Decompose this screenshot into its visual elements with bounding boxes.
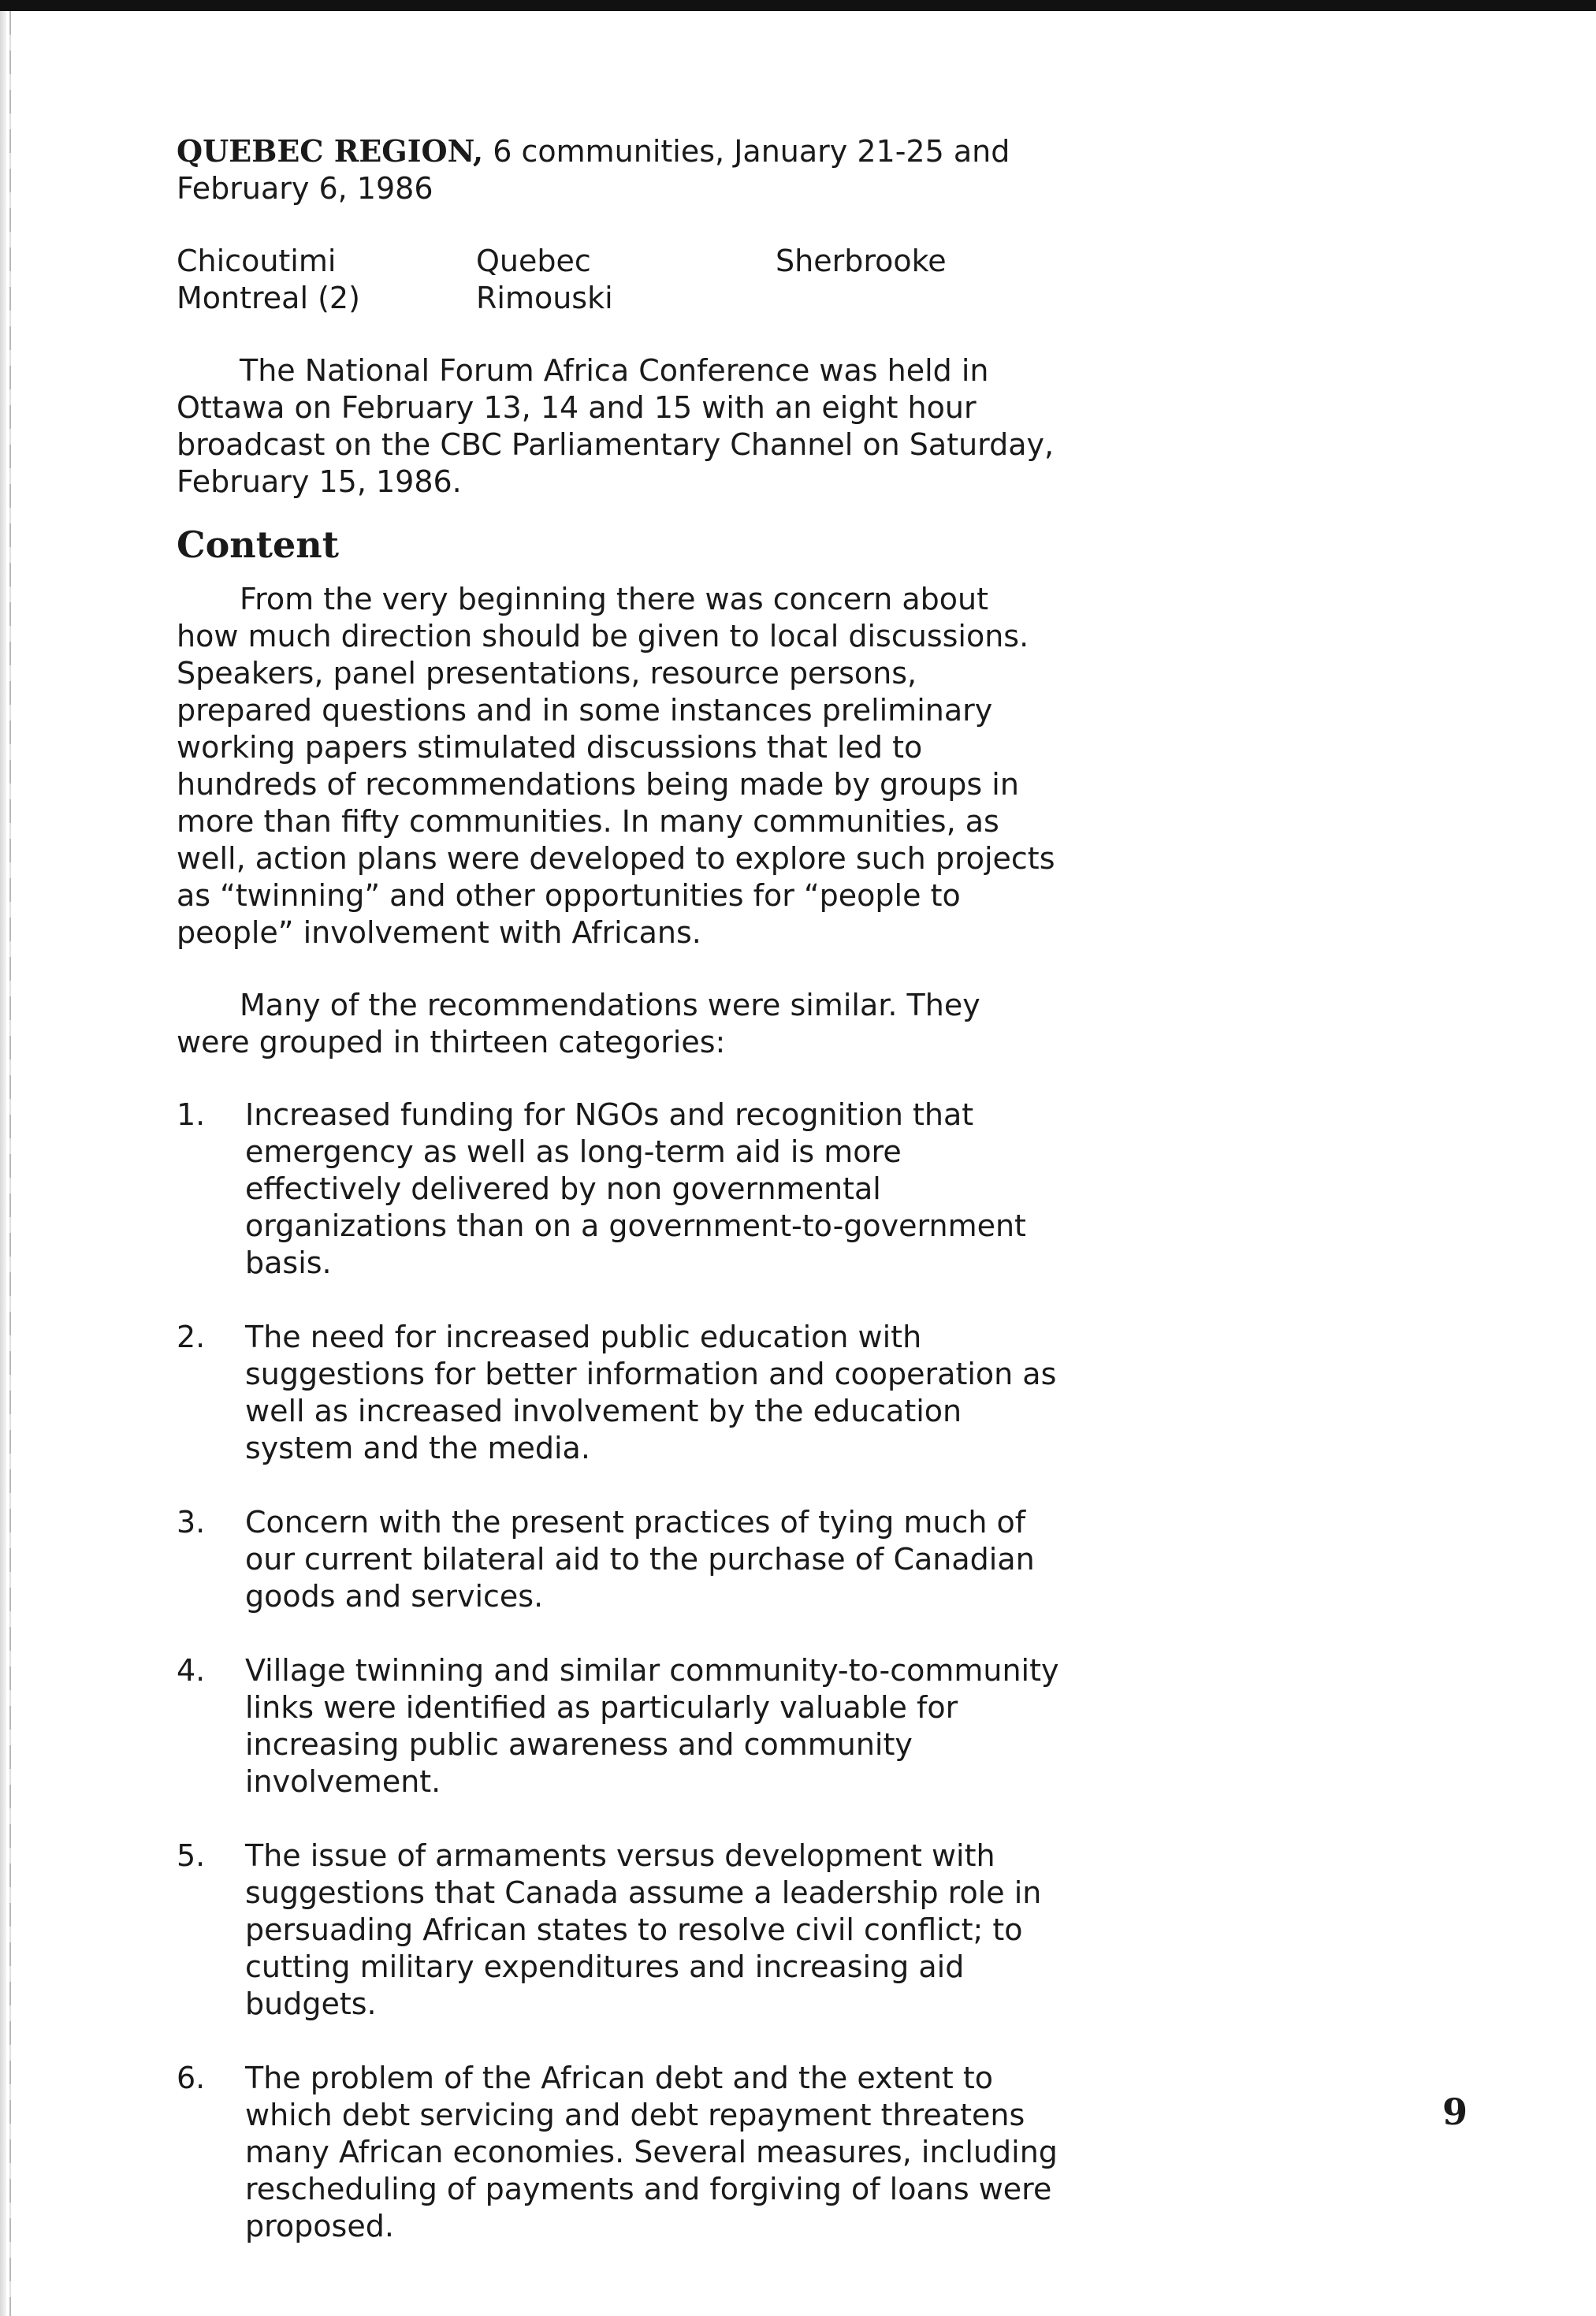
recommendations-list <box>177 1097 1059 2245</box>
recommendation-number: 2. <box>177 1320 206 1354</box>
communities-column-3 <box>776 243 1059 317</box>
recommendation-item <box>177 1652 1059 1800</box>
recommendation-number: 1. <box>177 1097 206 1132</box>
page-number: 9 <box>1442 2091 1468 2133</box>
recommendation-number: 4. <box>177 1653 206 1688</box>
recommendation-text: The issue of armaments versus development with suggestions that Canada assume a leadership role in persuading African states to resolve civil conflict; to cutting military expenditures and increasing aid budgets. <box>245 1838 1042 2021</box>
recommendation-number: 3. <box>177 1505 206 1540</box>
recommendation-text: Increased funding for NGOs and recognition that emergency as well as long-term aid is more effectively delivered by non governmental organizations than on a government-to-government basis. <box>245 1097 1026 1280</box>
recommendation-text: Village twinning and similar community-to-community links were identified as particularly valuable for increasing public awareness and community involvement. <box>245 1653 1059 1799</box>
recommendation-item <box>177 1504 1059 1615</box>
document-body <box>177 132 1059 2282</box>
recommendation-item <box>177 1319 1059 1467</box>
recommendation-item <box>177 2060 1059 2245</box>
community-name: Rimouski <box>476 281 613 315</box>
region-header <box>177 132 1059 207</box>
communities-column-2 <box>476 243 776 317</box>
recommendation-number: 5. <box>177 1838 206 1873</box>
recommendation-item <box>177 1097 1059 1282</box>
recommendation-item <box>177 1838 1059 2023</box>
scan-left-edge <box>0 11 6 2316</box>
communities-column-1 <box>177 243 476 317</box>
community-name: Quebec <box>476 244 591 278</box>
recommendation-text: Concern with the present practices of tying much of our current bilateral aid to the purchase of Canadian goods and services. <box>245 1505 1035 1614</box>
recommendation-text: The problem of the African debt and the extent to which debt servicing and debt repayment threatens many African economies. Several measures, including rescheduling of payments and forgiving of loans were proposed. <box>245 2061 1058 2243</box>
recommendation-number: 6. <box>177 2061 206 2095</box>
content-paragraph-2: Many of the recommendations were similar. They were grouped in thirteen categories: <box>177 988 980 1059</box>
community-name: Chicoutimi <box>177 244 337 278</box>
section-heading-content: Content <box>177 523 339 566</box>
region-name: QUEBEC REGION, <box>177 133 484 169</box>
scan-left-line <box>9 11 11 2316</box>
region-details: 6 communities, January 21-25 and February 6, 1986 <box>177 134 1010 206</box>
communities-list <box>177 243 1059 317</box>
content-paragraph-1: From the very beginning there was concern about how much direction should be given to local discussions. Speakers, panel presentations, resource persons, prepared questions and in some instances preliminary working papers stimulated discussions that led to hundreds of recommendations being made by groups in more than fifty communities. In many communities, as well, action plans were developed to explore such projects as “twinning” and other opportunities for “people to people” involvement with Africans. <box>177 582 1055 950</box>
scan-top-border <box>0 0 1596 11</box>
community-name: Montreal (2) <box>177 281 360 315</box>
conference-paragraph: The National Forum Africa Conference was held in Ottawa on February 13, 14 and 15 with an eight hour broadcast on the CBC Parliamentary Channel on Saturday, February 15, 1986. <box>177 353 1055 499</box>
community-name: Sherbrooke <box>776 244 947 278</box>
recommendation-text: The need for increased public education with suggestions for better information and cooperation as well as increased involvement by the education system and the media. <box>245 1320 1057 1465</box>
